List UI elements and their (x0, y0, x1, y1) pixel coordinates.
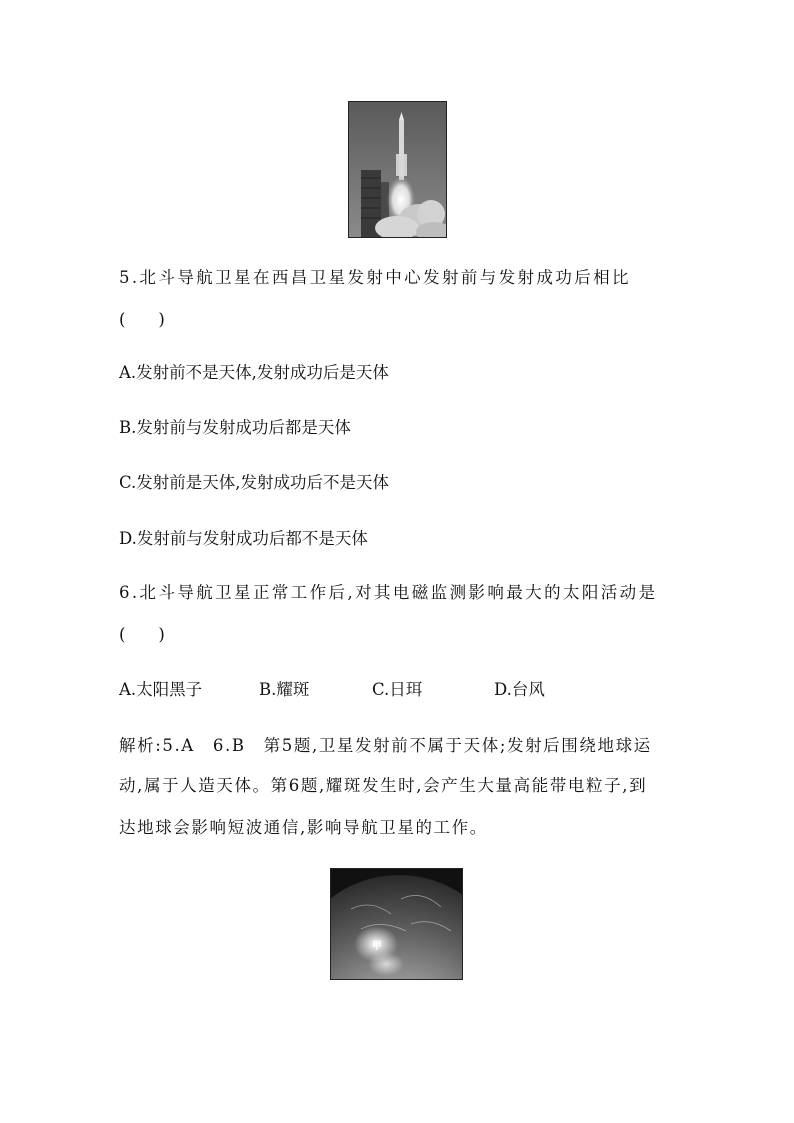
q6-answer-bracket: ( ) (119, 625, 165, 644)
rocket-launch-graphic (349, 102, 446, 237)
analysis-line-1: 解析:5.A 6.B 第5题,卫星发射前不属于天体;发射后围绕地球运 (119, 736, 652, 755)
q5-option-c: C.发射前是天体,发射成功后不是天体 (119, 473, 390, 492)
sun-surface-graphic (331, 869, 462, 979)
q5-answer-bracket: ( ) (119, 310, 165, 329)
q5-option-a: A.发射前不是天体,发射成功后是天体 (119, 363, 389, 382)
analysis-line-3: 达地球会影响短波通信,影响导航卫星的工作。 (119, 818, 488, 837)
sun-region-label: 甲 (372, 941, 382, 952)
q5-option-b: B.发射前与发射成功后都是天体 (119, 418, 351, 437)
q5-option-d: D.发射前与发射成功后都不是天体 (119, 529, 368, 548)
rocket-launch-image (348, 101, 447, 238)
q6-stem: 6.北斗导航卫星正常工作后,对其电磁监测影响最大的太阳活动是 (119, 583, 658, 602)
q6-option-d: D.台风 (494, 680, 545, 699)
sun-surface-image (330, 868, 463, 980)
analysis-line-2: 动,属于人造天体。第6题,耀斑发生时,会产生大量高能带电粒子,到 (119, 776, 648, 795)
q6-options-row (119, 680, 545, 700)
q6-option-a: A.太阳黑子 (119, 680, 203, 699)
q6-option-b: B.耀斑 (259, 680, 310, 699)
q5-stem: 5.北斗导航卫星在西昌卫星发射中心发射前与发射成功后相比 (119, 268, 631, 287)
q6-option-c: C.日珥 (372, 680, 423, 699)
